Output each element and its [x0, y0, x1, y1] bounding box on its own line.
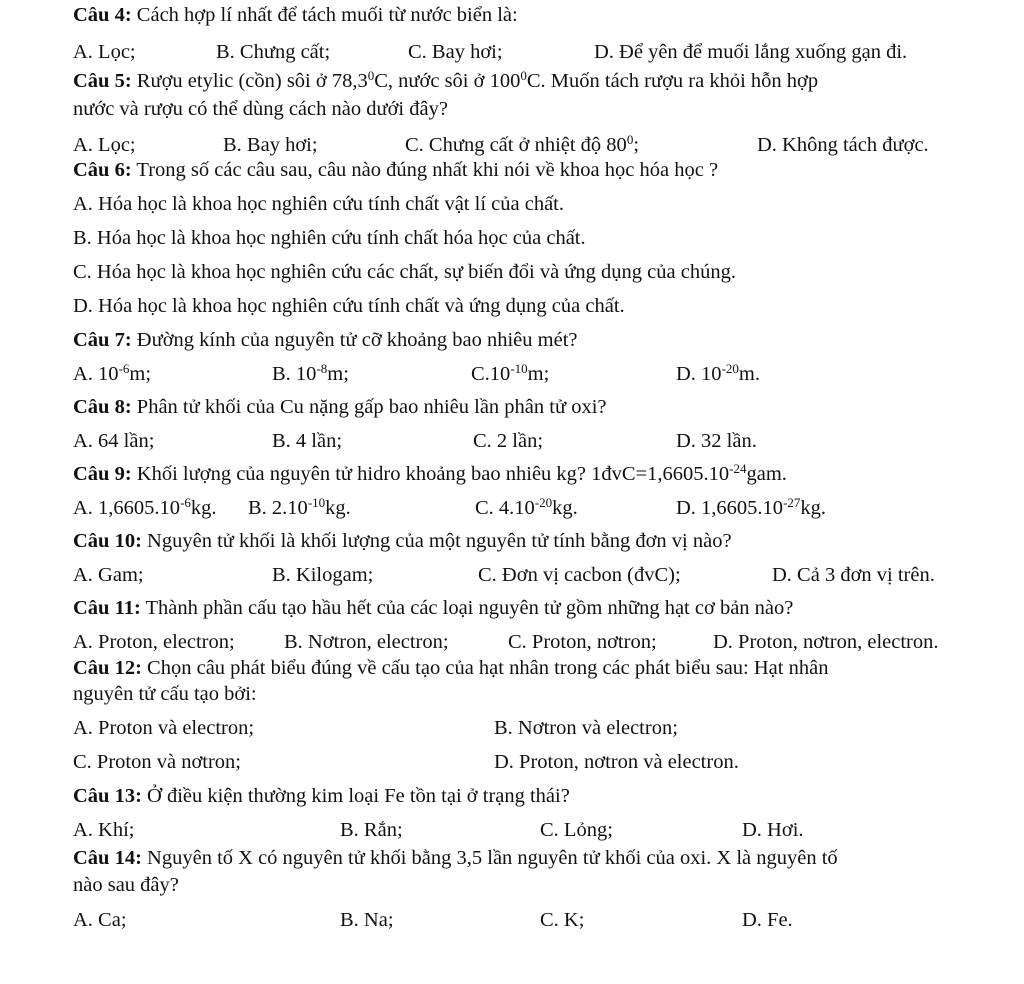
question-text: Trong số các câu sau, câu nào đúng nhất khi nói về khoa học hóa học ?: [131, 159, 719, 181]
option-text: C. 4.10: [475, 497, 535, 519]
q14-option-c: C. K;: [540, 909, 585, 931]
q4-option-d: D. Để yên để muối lắng xuống gạn đi.: [594, 41, 908, 63]
question-text: C. Muốn tách rượu ra khỏi hỗn hợp: [526, 70, 819, 92]
q14-option-b: B. Na;: [340, 909, 394, 931]
superscript: -8: [316, 361, 328, 376]
option-text: kg.: [190, 497, 217, 519]
q6-option-d: D. Hóa học là khoa học nghiên cứu tính chất và ứng dụng của chất.: [73, 295, 625, 317]
option-text: A. 10: [73, 363, 119, 385]
q7-option-d: [676, 361, 760, 385]
question-5-line-2: nước và rượu có thể dùng cách nào dưới đây?: [73, 98, 448, 120]
option-text: kg.: [325, 497, 351, 519]
q11-option-d: D. Proton, nơtron, electron.: [713, 631, 939, 653]
question-text: Nguyên tử khối là khối lượng của một nguyên tử tính bằng đơn vị nào?: [141, 530, 732, 552]
question-text: Rượu etylic (cồn) sôi ở 78,3: [131, 70, 368, 92]
q4-option-a: A. Lọc;: [73, 41, 136, 63]
q13-option-b: B. Rắn;: [340, 819, 403, 841]
q12-option-d: D. Proton, nơtron và electron.: [494, 751, 739, 773]
q4-option-c: C. Bay hơi;: [408, 41, 503, 63]
option-text: C. Chưng cất ở nhiệt độ 80: [405, 134, 627, 156]
option-text: D. 10: [676, 363, 722, 385]
question-text: Chọn câu phát biểu đúng về cấu tạo của hạt nhân trong các phát biểu sau: Hạt nhân: [141, 657, 829, 679]
q9-option-b: [248, 495, 351, 519]
q6-option-a: A. Hóa học là khoa học nghiên cứu tính chất vật lí của chất.: [73, 193, 564, 215]
q13-option-d: D. Hơi.: [742, 819, 804, 841]
q9-option-a: [73, 495, 217, 519]
question-12: [73, 658, 828, 679]
question-text: Thành phần cấu tạo hầu hết của các loại nguyên tử gồm những hạt cơ bản nào?: [140, 597, 794, 619]
question-number: Câu 7:: [73, 329, 132, 351]
superscript: -27: [783, 495, 801, 510]
q13-option-a: A. Khí;: [73, 819, 135, 841]
question-14: [73, 848, 838, 869]
superscript: 0: [520, 68, 527, 83]
option-text: D. 1,6605.10: [676, 497, 784, 519]
q7-option-c: [471, 361, 550, 385]
question-number: Câu 5:: [73, 70, 132, 92]
q10-option-a: A. Gam;: [73, 564, 144, 586]
question-text: Khối lượng của nguyên tử hidro khoảng bao nhiêu kg? 1đvC=1,6605.10: [131, 463, 730, 485]
q10-option-d: D. Cả 3 đơn vị trên.: [772, 564, 935, 586]
superscript: 0: [367, 68, 375, 83]
option-text: m;: [527, 363, 550, 385]
superscript: -10: [307, 495, 326, 510]
q13-option-c: C. Lỏng;: [540, 819, 613, 841]
option-text: m.: [738, 363, 760, 385]
q8-option-a: A. 64 lần;: [73, 430, 155, 452]
superscript: -20: [534, 495, 553, 510]
question-number: Câu 10:: [73, 530, 142, 552]
option-text: A. 1,6605.10: [73, 497, 181, 519]
question-text: Nguyên tố X có nguyên tử khối bằng 3,5 lần nguyên tử khối của oxi. X là nguyên tố: [141, 847, 838, 869]
q8-option-c: C. 2 lần;: [473, 430, 544, 452]
q7-option-b: [272, 361, 349, 385]
q9-option-d: [676, 495, 827, 519]
q12-option-b: B. Nơtron và electron;: [494, 717, 678, 739]
superscript: -24: [729, 461, 747, 476]
question-12-line-2: nguyên tử cấu tạo bởi:: [73, 683, 257, 705]
q14-option-d: D. Fe.: [742, 909, 793, 931]
question-number: Câu 12:: [73, 657, 142, 679]
question-number: Câu 6:: [73, 159, 132, 181]
question-10: [73, 531, 732, 552]
q6-option-b: B. Hóa học là khoa học nghiên cứu tính chất hóa học của chất.: [73, 227, 586, 249]
question-text: gam.: [746, 463, 787, 485]
q4-option-b: B. Chưng cất;: [216, 41, 331, 63]
q6-option-c: C. Hóa học là khoa học nghiên cứu các chất, sự biến đổi và ứng dụng của chúng.: [73, 261, 736, 283]
question-5: [73, 68, 819, 92]
question-text: C, nước sôi ở 100: [374, 70, 521, 92]
q8-option-d: D. 32 lần.: [676, 430, 757, 452]
q5-option-a: A. Lọc;: [73, 134, 136, 156]
question-text: Phân tử khối của Cu nặng gấp bao nhiêu lần phân tử oxi?: [131, 396, 607, 418]
q9-option-c: [475, 495, 578, 519]
question-text: Cách hợp lí nhất để tách muối từ nước biển là:: [131, 4, 518, 26]
question-number: Câu 11:: [73, 597, 141, 619]
question-6: [73, 160, 718, 181]
q12-option-c: C. Proton và nơtron;: [73, 751, 242, 773]
q11-option-a: A. Proton, electron;: [73, 631, 235, 653]
option-text: B. 2.10: [248, 497, 308, 519]
q14-option-a: A. Ca;: [73, 909, 127, 931]
question-text: Đường kính của nguyên tử cỡ khoảng bao nhiêu mét?: [131, 329, 578, 351]
option-text: C.10: [471, 363, 511, 385]
question-4: [73, 5, 518, 26]
question-9: [73, 461, 787, 485]
superscript: 0: [626, 132, 634, 147]
q5-option-d: D. Không tách được.: [757, 134, 929, 156]
option-text: m;: [327, 363, 349, 385]
question-11: [73, 598, 793, 619]
option-text: ;: [633, 134, 640, 156]
q11-option-b: B. Nơtron, electron;: [284, 631, 449, 653]
q5-option-b: B. Bay hơi;: [223, 134, 318, 156]
superscript: -20: [721, 361, 739, 376]
option-text: kg.: [552, 497, 578, 519]
option-text: m;: [129, 363, 152, 385]
option-text: kg.: [800, 497, 827, 519]
question-number: Câu 9:: [73, 463, 132, 485]
q10-option-c: C. Đơn vị cacbon (đvC);: [478, 564, 681, 586]
question-13: [73, 786, 570, 807]
superscript: -6: [180, 495, 191, 510]
question-number: Câu 13:: [73, 785, 142, 807]
superscript: -10: [510, 361, 528, 376]
question-number: Câu 8:: [73, 396, 132, 418]
q7-option-a: [73, 361, 152, 385]
option-text: B. 10: [272, 363, 317, 385]
q8-option-b: B. 4 lần;: [272, 430, 343, 452]
q11-option-c: C. Proton, nơtron;: [508, 631, 657, 653]
question-14-line-2: nào sau đây?: [73, 874, 179, 896]
question-text: Ở điều kiện thường kim loại Fe tồn tại ở trạng thái?: [141, 785, 570, 807]
q12-option-a: A. Proton và electron;: [73, 717, 255, 739]
question-number: Câu 4:: [73, 4, 132, 26]
question-number: Câu 14:: [73, 847, 142, 869]
superscript: -6: [118, 361, 130, 376]
q5-option-c: [405, 132, 640, 156]
question-7: [73, 330, 578, 351]
question-8: [73, 397, 607, 418]
q10-option-b: B. Kilogam;: [272, 564, 374, 586]
